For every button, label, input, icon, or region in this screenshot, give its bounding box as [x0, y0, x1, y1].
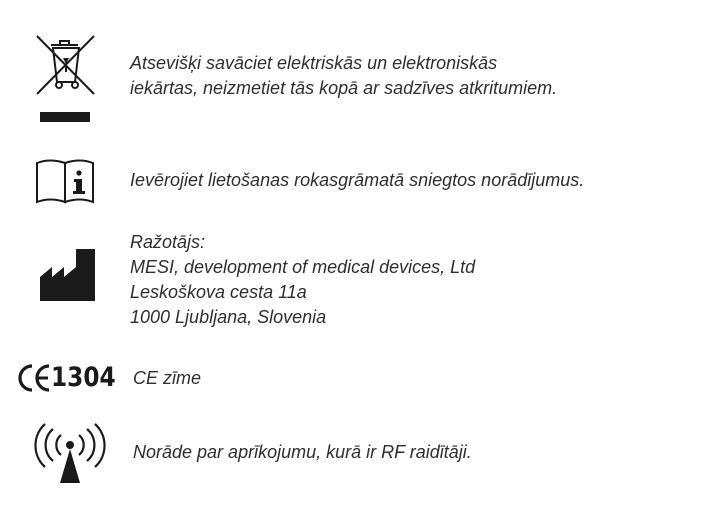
ifu-line-1: Ievērojiet lietošanas rokasgrāmatā sniegtos norādījumus.: [130, 170, 585, 190]
manufacturer-name: MESI, development of medical devices, Ltd: [130, 257, 476, 277]
ce-line-1: CE zīme: [133, 368, 202, 388]
crossed-out-wheelie-bin-icon: [32, 34, 98, 124]
ifu-description: [130, 168, 584, 193]
weee-line-1: Atsevišķi savāciet elektriskās un elektroniskās: [130, 53, 498, 73]
manufacturer-factory-icon: [40, 249, 96, 301]
rf-line-1: Norāde par aprīkojumu, kurā ir RF raidītāji.: [133, 442, 472, 462]
manufacturer-label: Ražotājs:: [130, 232, 206, 252]
weee-description: [130, 51, 557, 101]
non-ionizing-radiation-icon: [34, 423, 106, 485]
ce-notified-body-number: 1304: [51, 362, 116, 393]
manufacturer-street: Leskoškova cesta 11a: [130, 282, 307, 302]
consult-instructions-icon: [34, 157, 96, 205]
rf-description: [133, 440, 472, 465]
ce-description: [133, 366, 201, 391]
manufacturer-description: [130, 230, 475, 330]
manufacturer-city: 1000 Ljubljana, Slovenia: [130, 307, 327, 327]
weee-line-2: iekārtas, neizmetiet tās kopā ar sadzīves atkritumiem.: [130, 78, 558, 98]
